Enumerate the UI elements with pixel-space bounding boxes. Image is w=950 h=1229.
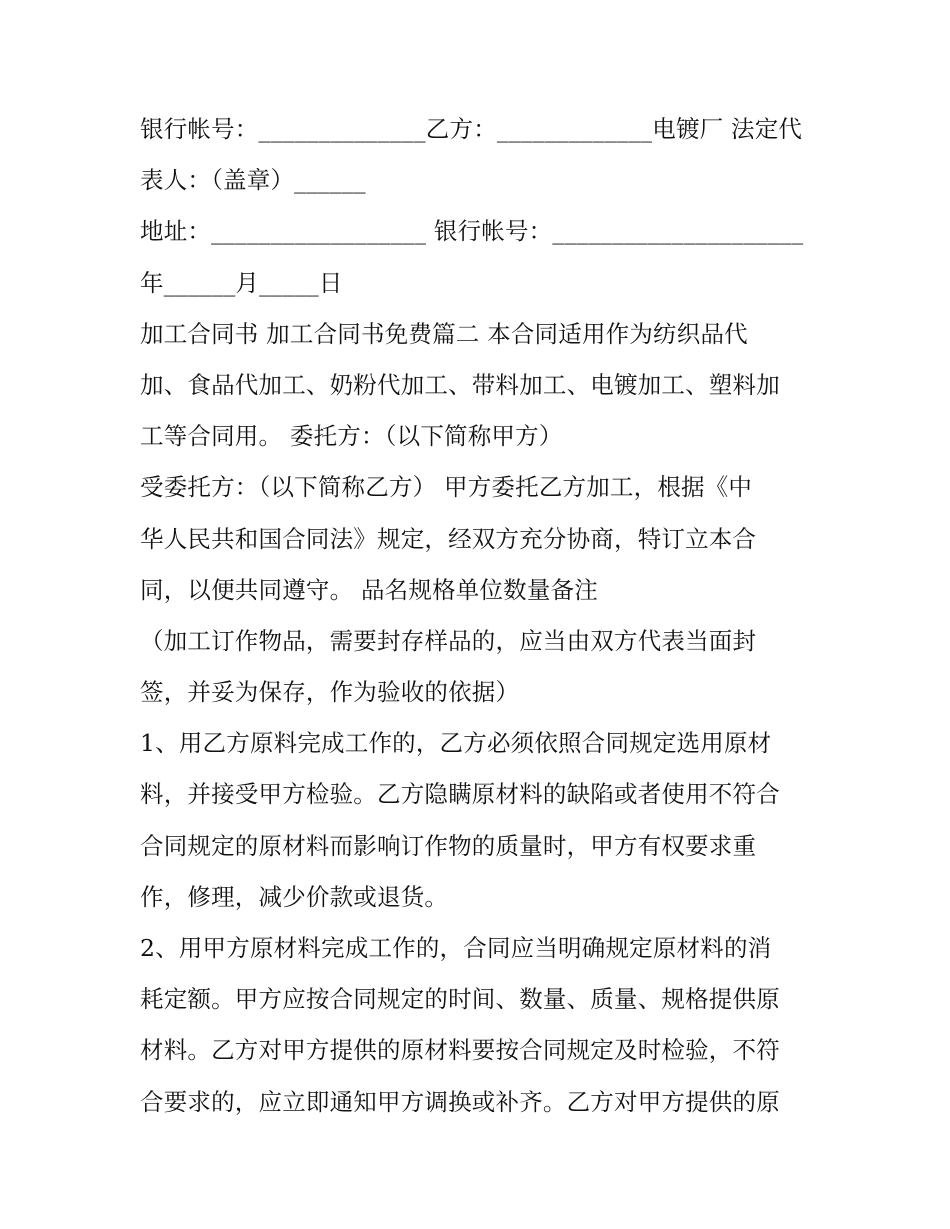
text-line: 耗定额。甲方应按合同规定的时间、数量、质量、规格提供原 — [140, 985, 780, 1014]
document-body — [140, 104, 830, 1128]
text-line: 华人民共和国合同法》规定，经双方充分协商，特订立本合 — [140, 524, 757, 553]
text-line: 合同规定的原材料而影响订作物的质量时，甲方有权要求重 — [140, 831, 757, 860]
text-line: 2、用甲方原材料完成工作的，合同应当明确规定原材料的消 — [140, 934, 772, 962]
text-line: 合要求的，应立即通知甲方调换或补齐。乙方对甲方提供的原 — [140, 1087, 780, 1116]
text-line: 工等合同用。 委托方：（以下简称甲方） — [140, 422, 563, 451]
text-line: 表人：（盖章）______ — [140, 166, 366, 195]
text-line: 材料。乙方对甲方提供的原材料要按合同规定及时检验，不符 — [140, 1036, 780, 1065]
text-line: 签，并妥为保存，作为验收的依据） — [140, 678, 520, 707]
text-line: 受委托方：（以下简称乙方） 甲方委托乙方加工，根据《中 — [140, 473, 753, 502]
text-line: 年______月_____日 — [140, 268, 343, 297]
text-line: 同，以便共同遵守。 品名规格单位数量备注 — [140, 575, 598, 604]
text-line: 加、食品代加工、奶粉代加工、带料加工、电镀加工、塑料加 — [140, 370, 780, 399]
text-line: 1、用乙方原料完成工作的，乙方必须依照合同规定选用原材 — [140, 729, 772, 758]
text-line: 作，修理，减少价款或退货。 — [140, 882, 449, 911]
text-line: 银行帐号：______________乙方：_____________电镀厂 法定代 — [140, 115, 803, 143]
text-line: （加工订作物品，需要封存样品的，应当由双方代表当面封 — [140, 626, 757, 655]
text-line: 加工合同书 加工合同书免费篇二 本合同适用作为纺织品代 — [140, 319, 748, 348]
text-line: 料，并接受甲方检验。乙方隐瞒原材料的缺陷或者使用不符合 — [140, 780, 780, 809]
text-line: 地址：__________________ 银行帐号：_____________________ — [140, 217, 804, 246]
